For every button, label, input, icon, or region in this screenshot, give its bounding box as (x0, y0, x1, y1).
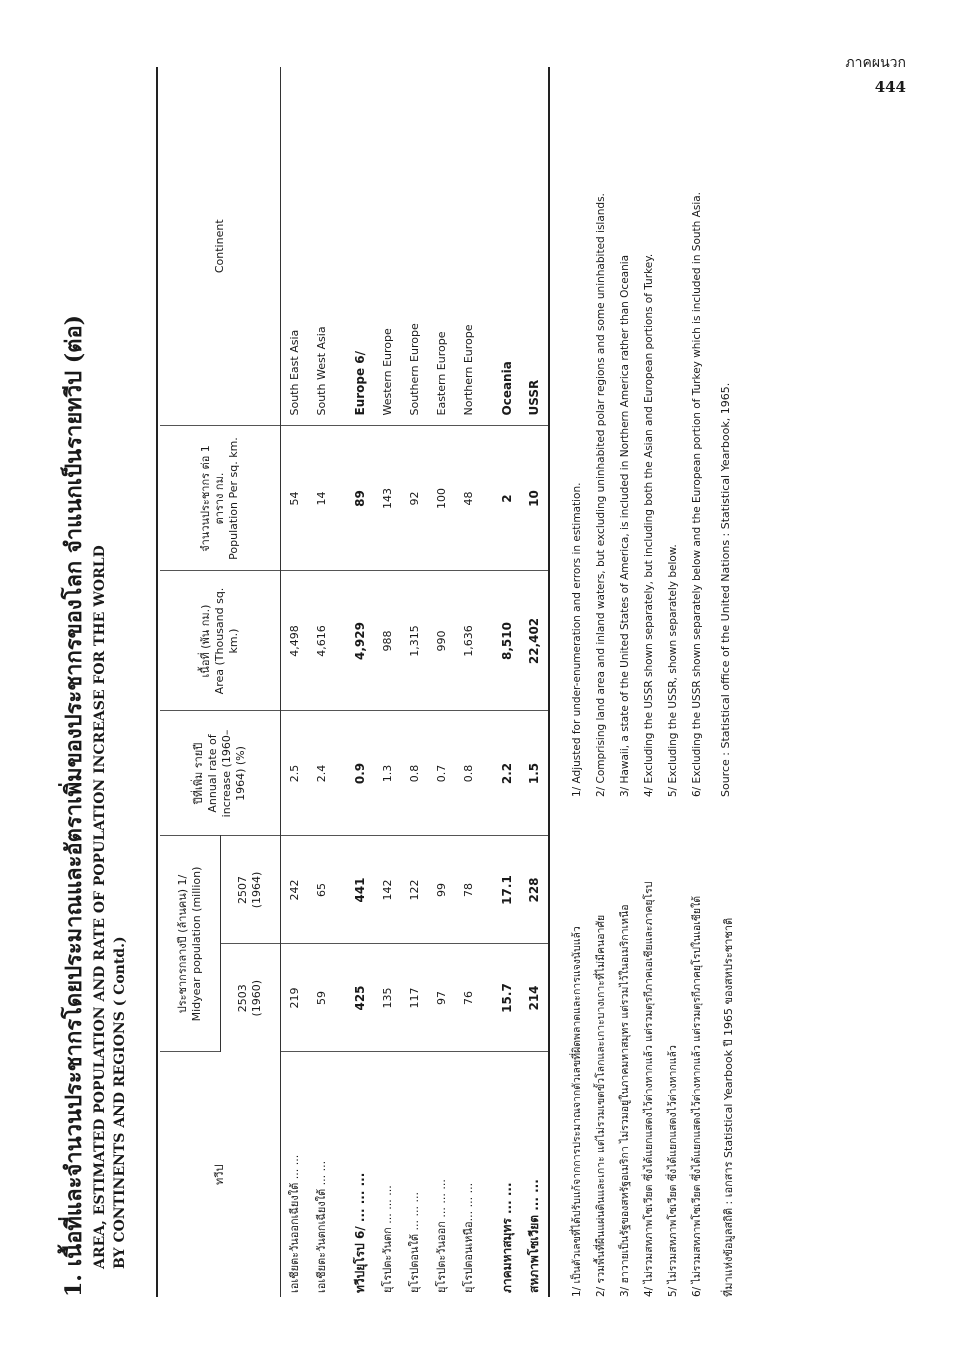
cell-continent-en: South West Asia (308, 67, 335, 426)
cell-continent-thai: ยุโรปตะวันออก ... ... ... (435, 1179, 448, 1293)
cell-continent-en: Southern Europe (401, 67, 428, 426)
cell-pop-1964: 228 (521, 836, 549, 944)
spacer-cell (482, 1052, 494, 1297)
cell-continent-en: South East Asia (280, 67, 308, 426)
cell-rate: 2.5 (280, 711, 308, 836)
header-area-thai: เนื้อที่ (พัน กม.) (198, 604, 212, 678)
cell-area: 4,616 (308, 571, 335, 711)
spacer-row (482, 67, 494, 1297)
cell-rate: 0.8 (401, 711, 428, 836)
cell-rate: 2.4 (308, 711, 335, 836)
cell-pop-1964: 242 (280, 836, 308, 944)
cell-continent-thai: ยุโรปตอนใต้ ... ... ... (408, 1192, 421, 1293)
footnote-thai: 2/ รวมพื้นที่ผืนแผ่นดินและเกาะ แต่ไม่รวมเขตขั้วโลกและเกาะบางเกาะที่ไม่มีคนอาศัย (595, 914, 607, 1297)
table-row (401, 67, 428, 1297)
cell-pop-1964: 65 (308, 836, 335, 944)
cell-density: 89 (347, 426, 374, 571)
footnote (618, 67, 633, 1297)
header-year-1960 (220, 944, 280, 1052)
spacer-cell (335, 711, 347, 836)
footnote (642, 67, 657, 1297)
cell-rate: 1.3 (374, 711, 401, 836)
spacer-cell (335, 571, 347, 711)
spacer-cell (482, 426, 494, 571)
header-year-1964-en: (1964) (250, 871, 263, 909)
header-population-en: Midyear population (million) (189, 866, 203, 1022)
table-row (455, 67, 482, 1297)
cell-continent-thai: ภาคมหาสมุทร ... ... (499, 1182, 514, 1293)
header-population-thai: ประชากรกลางปี (ล้านคน) 1/ (175, 874, 189, 1014)
table-row (280, 67, 308, 1297)
cell-rate: 1.5 (521, 711, 549, 836)
cell-continent-thai: ยุโรปตอนเหนือ... ... ... (462, 1182, 475, 1293)
cell-continent-thai: เอเชียตะวันออกเฉียงใต้ ... ... (288, 1154, 301, 1293)
table-number: 1. (61, 1274, 87, 1297)
header-rate-thai: ปีที่เพิ่ม รายปี (191, 742, 205, 805)
cell-pop-1960: 97 (428, 944, 455, 1052)
cell-pop-1964: 142 (374, 836, 401, 944)
cell-rate: 0.8 (455, 711, 482, 836)
cell-pop-1960: 76 (455, 944, 482, 1052)
header-density-thai: จำนวนประชากร ต่อ 1 ตาราง กม. (198, 445, 226, 552)
header-thai-continent: ทวีป (160, 1052, 280, 1297)
spacer-cell (482, 836, 494, 944)
spacer-cell (482, 944, 494, 1052)
cell-continent-en: USSR (521, 67, 549, 426)
cell-density: 2 (494, 426, 521, 571)
cell-pop-1964: 99 (428, 836, 455, 944)
table-row (308, 67, 335, 1297)
header-year-1960-thai: 2503 (236, 984, 249, 1013)
title-english-2: BY CONTINENTS AND REGIONS ( Contd.) (112, 936, 128, 1269)
cell-density: 143 (374, 426, 401, 571)
top-rule (156, 67, 158, 1297)
cell-continent-en: Oceania (494, 67, 521, 426)
section-label: ภาคผนวก (845, 55, 906, 71)
footnote-thai: 1/ เป็นตัวเลขที่ได้ปรับแก้จากการประมาณจากตัวเลขที่ผิดพลาดและการแจงนับแล้ว (571, 926, 583, 1297)
footnote-thai: 6/ ไม่รวมสหภาพโซเวียต ซึ่งได้แยกแสดงไว้ต่างหากแล้ว แต่รวมตุรกีภาคยุโรปในเอเชียใต้ (691, 895, 703, 1297)
cell-continent-en: Northern Europe (455, 67, 482, 426)
spacer-cell (482, 711, 494, 836)
spacer-cell (482, 67, 494, 426)
header-area-en: Area (Thousand sq. km.) (212, 587, 240, 695)
footnote (594, 67, 609, 1297)
spacer-row (335, 67, 347, 1297)
cell-pop-1960: 15.7 (494, 944, 521, 1052)
cell-area: 4,498 (280, 571, 308, 711)
spacer-cell (335, 836, 347, 944)
header-year-1964 (220, 836, 280, 944)
cell-area: 8,510 (494, 571, 521, 711)
cell-rate: 0.9 (347, 711, 374, 836)
cell-pop-1964: 122 (401, 836, 428, 944)
source-thai: ที่มาแห่งข้อมูลสถิติ : เอกสาร Statistical Yearbook ปี 1965 ของสหประชาชาติ (722, 917, 735, 1297)
spacer-cell (335, 1052, 347, 1297)
data-table (160, 67, 550, 1297)
cell-density: 100 (428, 426, 455, 571)
footnote-thai: 4/ ไม่รวมสหภาพโซเวียต ซึ่งได้แยกแสดงไว้ต่างหากแล้ว แต่รวมตุรกีภาคเอเชียและภาคยุโรป (643, 881, 655, 1297)
source-english: Source : Statistical office of the United Nations : Statistical Yearbook, 1965. (719, 382, 732, 797)
cell-area: 990 (428, 571, 455, 711)
spacer-cell (335, 944, 347, 1052)
cell-density: 10 (521, 426, 549, 571)
header-population (160, 836, 220, 1052)
spacer-cell (335, 67, 347, 426)
cell-area: 988 (374, 571, 401, 711)
footnote-english: 3/ Hawaii, a state of the United States of America, is included in Northern America rather than Oceania (619, 254, 631, 797)
header-rate (160, 711, 280, 836)
rotated-table-page (58, 67, 908, 1297)
table-body (280, 67, 549, 1297)
header-continent-en: Continent (160, 67, 280, 426)
header-density (160, 426, 280, 571)
table-row (374, 67, 401, 1297)
cell-continent-thai: ทวีปยุโรป 6/ ... ... ... (352, 1172, 367, 1293)
cell-continent-thai: ยุโรปตะวันตก ... ... ... (381, 1185, 394, 1293)
spacer-cell (482, 571, 494, 711)
table-row (347, 67, 374, 1297)
cell-pop-1960: 214 (521, 944, 549, 1052)
cell-continent-en: Eastern Europe (428, 67, 455, 426)
table-title (58, 67, 130, 1297)
table-row (521, 67, 549, 1297)
cell-pop-1960: 59 (308, 944, 335, 1052)
cell-pop-1964: 441 (347, 836, 374, 944)
cell-area: 1,636 (455, 571, 482, 711)
footnote-english: 6/ Excluding the USSR shown separately below and the European portion of Turkey which is included in South Asia. (691, 191, 703, 797)
cell-continent-thai: เอเชียตะวันตกเฉียงใต้ ... ... (315, 1160, 328, 1293)
cell-area: 1,315 (401, 571, 428, 711)
source-line (719, 67, 737, 1297)
cell-pop-1964: 78 (455, 836, 482, 944)
footnotes (570, 67, 737, 1297)
cell-rate: 2.2 (494, 711, 521, 836)
header-year-1960-en: (1960) (250, 979, 263, 1017)
footnote-english: 1/ Adjusted for under-enumeration and errors in estimation. (571, 482, 583, 797)
footnote (666, 67, 681, 1297)
table-row (494, 67, 521, 1297)
page-number: 444 (874, 78, 906, 96)
cell-pop-1960: 425 (347, 944, 374, 1052)
cell-area: 22,402 (521, 571, 549, 711)
cell-pop-1960: 117 (401, 944, 428, 1052)
cell-continent-en: Western Europe (374, 67, 401, 426)
cell-density: 92 (401, 426, 428, 571)
cell-rate: 0.7 (428, 711, 455, 836)
cell-area: 4,929 (347, 571, 374, 711)
title-english-1: AREA, ESTIMATED POPULATION AND RATE OF POPULATION INCREASE FOR THE WORLD (92, 545, 108, 1269)
cell-density: 54 (280, 426, 308, 571)
cell-pop-1960: 219 (280, 944, 308, 1052)
cell-density: 48 (455, 426, 482, 571)
cell-pop-1960: 135 (374, 944, 401, 1052)
title-thai: เนื้อที่และจำนวนประชากรโดยประมาณและอัตราเพิ่มของประชากรของโลก จำแนกเป็นรายทวีป (ต่อ) (61, 314, 87, 1267)
header-area (160, 571, 280, 711)
footnote-thai: 3/ ฮาวายเป็นรัฐของสหรัฐอเมริกา ไม่รวมอยู่ในภาคมหาสมุทร แต่รวมไว้ในอเมริกาเหนือ (619, 904, 631, 1297)
cell-continent-thai: สหภาพโซเวียต ... ... (521, 1052, 549, 1297)
footnote-english: 5/ Excluding the USSR, shown separately below. (667, 544, 679, 797)
footnote (690, 67, 705, 1297)
cell-pop-1964: 17.1 (494, 836, 521, 944)
header-rate-en: Annual rate of increase (1960–1964) (%) (205, 729, 247, 818)
cell-continent-en: Europe 6/ (347, 67, 374, 426)
footnote-thai: 5/ ไม่รวมสหภาพโซเวียต ซึ่งได้แยกแสดงไว้ต่างหากแล้ว (667, 1045, 679, 1297)
footnote-english: 2/ Comprising land area and inland waters, but excluding uninhabited polar regions and some uninhabited islands. (595, 193, 607, 797)
spacer-cell (335, 426, 347, 571)
footnote (570, 67, 585, 1297)
header-year-1964-thai: 2507 (236, 876, 249, 904)
table-row (428, 67, 455, 1297)
footnote-english: 4/ Excluding the USSR shown separately, but including both the Asian and European portions of Turkey. (643, 253, 655, 797)
header-density-en: Population Per sq. km. (226, 437, 240, 560)
cell-density: 14 (308, 426, 335, 571)
